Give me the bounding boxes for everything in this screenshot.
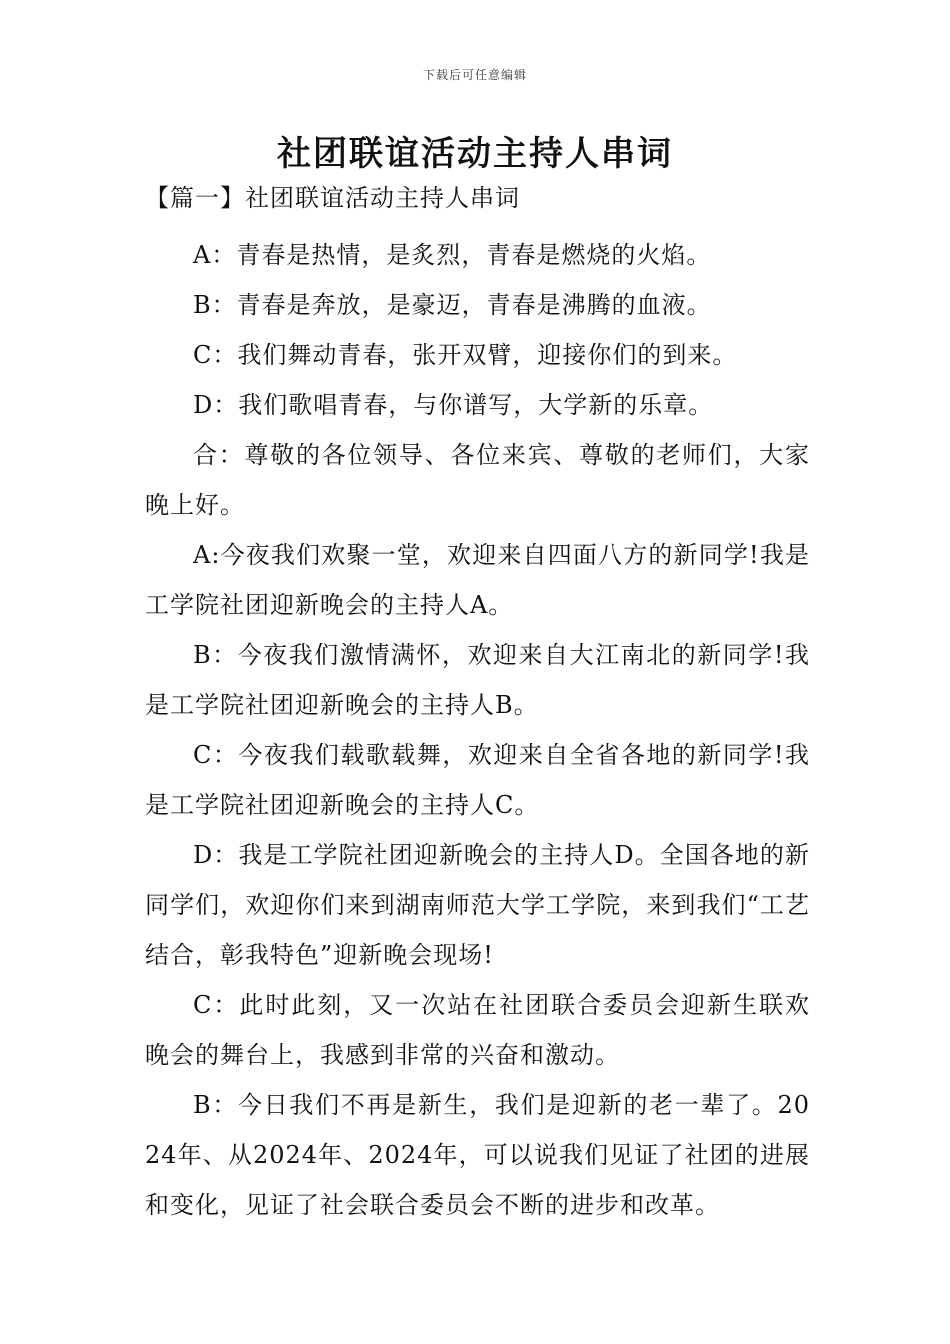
section-heading: 【篇一】社团联谊活动主持人串词 <box>145 184 520 212</box>
header-note: 下载后可任意编辑 <box>422 68 527 82</box>
paragraph-a-intro: A：青春是热情，是炙烈，青春是燃烧的火焰。 <box>193 241 712 269</box>
paragraph-greeting: 合：尊敬的各位领导、各位来宾、尊敬的老师们，大家晚上好。 <box>145 441 810 519</box>
paragraph-b-reflection: B：今日我们不再是新生，我们是迎新的老一辈了。2024年、从2024年、2024年，可以说我们见证了社团的进展和变化，见证了社会联合委员会不断的进步和改革。 <box>145 1091 810 1219</box>
paragraph-b-welcome: B：今夜我们激情满怀，欢迎来自大江南北的新同学!我是工学院社团迎新晚会的主持人B。 <box>145 641 810 719</box>
paragraph-a-welcome: A:今夜我们欢聚一堂，欢迎来自四面八方的新同学!我是工学院社团迎新晚会的主持人A。 <box>145 541 810 619</box>
document-body <box>145 178 810 1230</box>
paragraph-d-welcome: D：我是工学院社团迎新晚会的主持人D。全国各地的新同学们，欢迎你们来到湖南师范大学工学院，来到我们“工艺结合，彰我特色”迎新晚会现场! <box>145 841 810 969</box>
paragraph-b-intro: B：青春是奔放，是豪迈，青春是沸腾的血液。 <box>193 291 712 319</box>
paragraph-c-welcome: C：今夜我们载歌载舞，欢迎来自全省各地的新同学!我是工学院社团迎新晚会的主持人C。 <box>145 741 810 819</box>
paragraph-c-intro: C：我们舞动青春，张开双臂，迎接你们的到来。 <box>193 341 738 369</box>
paragraph-c-feeling: C：此时此刻，又一次站在社团联合委员会迎新生联欢晚会的舞台上，我感到非常的兴奋和激动。 <box>145 991 810 1069</box>
paragraph-d-intro: D：我们歌唱青春，与你谱写，大学新的乐章。 <box>193 391 714 419</box>
document-title: 社团联谊活动主持人串词 <box>277 134 673 174</box>
